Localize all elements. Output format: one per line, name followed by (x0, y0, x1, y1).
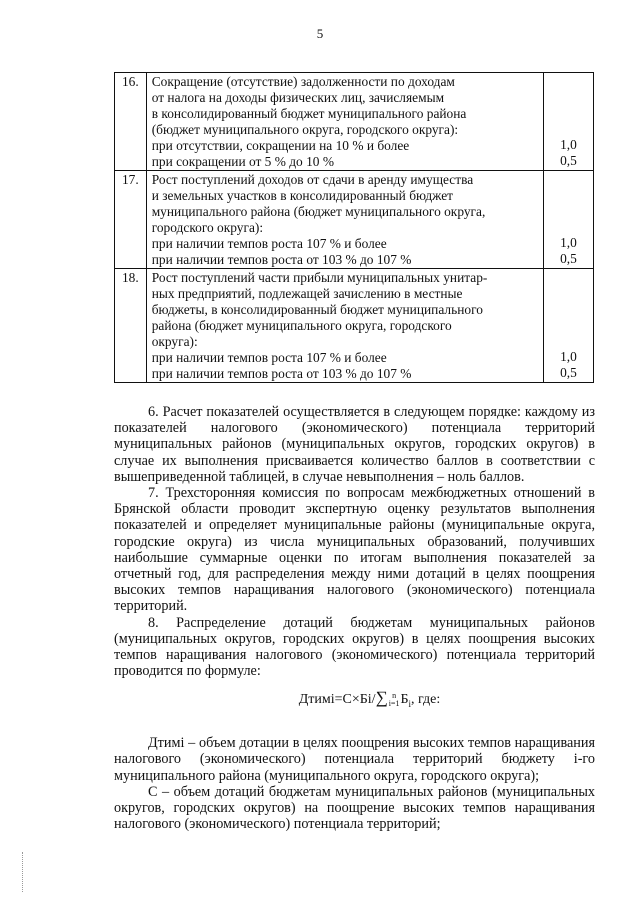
score-value (544, 121, 593, 137)
table-row (115, 269, 594, 383)
row-scores (543, 269, 593, 383)
criteria-table (114, 72, 594, 383)
row-line: от налога на доходы физических лиц, зачисляемым (151, 90, 445, 105)
row-description (146, 73, 543, 171)
row-line: бюджеты, в консолидированный бюджет муниципального (151, 302, 483, 317)
score-value (544, 285, 593, 301)
score-value: 0,5 (560, 153, 577, 168)
score-value (544, 105, 593, 121)
paragraph-7: 7. Трехсторонняя комиссия по вопросам межбюджетных отношений в Брянской области проводит экспертную оценку результатов выполнения показателей и определяет муниципальные районы (муниципальные округа, городские округа) из числа муниципальных образований, получивших наибольшие суммарные оценки по итогам выполнения показателей за отчетный год, для распределения между ними дотаций в целях поощрения высоких темпов наращивания налогового (экономического) потенциала территорий. (114, 485, 595, 615)
sum-symbol: ∑ (375, 688, 388, 708)
score-value (544, 317, 593, 333)
row-line: при сокращении от 5 % до 10 % (151, 154, 334, 169)
score-value (544, 333, 593, 349)
score-value (544, 89, 593, 105)
score-value (544, 219, 593, 235)
row-line: городского округа): (151, 220, 264, 235)
formula (144, 689, 595, 713)
score-value (544, 203, 593, 219)
formula-term-sub: i (408, 699, 411, 710)
row-line: при отсутствии, сокращении на 10 % и более (151, 138, 410, 153)
row-description (146, 171, 543, 269)
row-line: в консолидированный бюджет муниципального района (151, 106, 467, 121)
row-scores (543, 73, 593, 171)
row-line: при наличии темпов роста 107 % и более (151, 236, 387, 251)
score-value (544, 301, 593, 317)
sum-lower-limit: i=1 (388, 699, 400, 709)
formula-lhs: Дтимі=С×Бі/ (298, 692, 376, 708)
formula-term: Б (400, 692, 409, 708)
score-value: 1,0 (560, 349, 577, 364)
row-line: и земельных участков в консолидированный бюджет (151, 188, 454, 203)
score-value (544, 187, 593, 203)
score-value: 1,0 (560, 235, 577, 250)
paragraph-8: 8. Распределение дотаций бюджетам муниципальных районов (муниципальных округов, городских округов) в целях поощрения высоких темпов наращивания налогового (экономического) потенциала территорий проводится по формуле: (114, 614, 595, 680)
row-line: ных предприятий, подлежащей зачислению в местные (151, 286, 463, 301)
score-value (544, 73, 593, 89)
row-scores (543, 171, 593, 269)
scan-margin-marks (22, 852, 25, 892)
row-line: Сокращение (отсутствие) задолженности по доходам (151, 74, 455, 89)
page-number: 5 (316, 26, 324, 41)
row-line: при наличии темпов роста от 103 % до 107 % (151, 252, 412, 267)
row-number: 18. (115, 269, 147, 383)
definition-c: С – объем дотаций бюджетам муниципальных районов (муниципальных округов, городских округов) на поощрение высоких темпов наращивания налогового (экономического) потенциала территорий; (114, 783, 595, 833)
row-line: при наличии темпов роста от 103 % до 107 % (151, 366, 412, 381)
score-value: 0,5 (560, 251, 577, 266)
row-line: (бюджет муниципального округа, городского округа): (151, 122, 459, 137)
sum-upper-limit: n (392, 691, 397, 701)
row-description (146, 269, 543, 383)
row-number: 16. (115, 73, 147, 171)
formula-suffix: , где: (411, 692, 441, 708)
paragraph-6: 6. Расчет показателей осуществляется в следующем порядке: каждому из показателей налогового (экономического) потенциала территорий муниципальных районов (муниципальных округов, городских округов) в случае их выполнения присваивается количество баллов в соответствии с вышеприведенной таблицей, в случае невыполнения – ноль баллов. (114, 404, 595, 485)
table-row (115, 73, 594, 171)
table-row (115, 171, 594, 269)
row-line: при наличии темпов роста 107 % и более (151, 350, 387, 365)
row-line: муниципального района (бюджет муниципального округа, (151, 204, 486, 219)
score-value: 0,5 (560, 365, 577, 380)
definition-dtim: Дтимі – объем дотации в целях поощрения высоких темпов наращивания налогового (экономического) потенциала территорий бюджету і-го муниципального района (муниципального округа, городского округа); (114, 735, 595, 784)
score-value (544, 269, 593, 285)
body-text (114, 404, 595, 832)
row-line: Рост поступлений доходов от сдачи в аренду имущества (151, 172, 474, 187)
sum-limits (389, 692, 400, 708)
score-value: 1,0 (560, 137, 577, 152)
row-line: округа): (151, 334, 198, 349)
row-number: 17. (115, 171, 147, 269)
score-value (544, 171, 593, 187)
row-line: Рост поступлений части прибыли муниципальных унитар- (151, 270, 488, 285)
row-line: района (бюджет муниципального округа, городского (151, 318, 452, 333)
